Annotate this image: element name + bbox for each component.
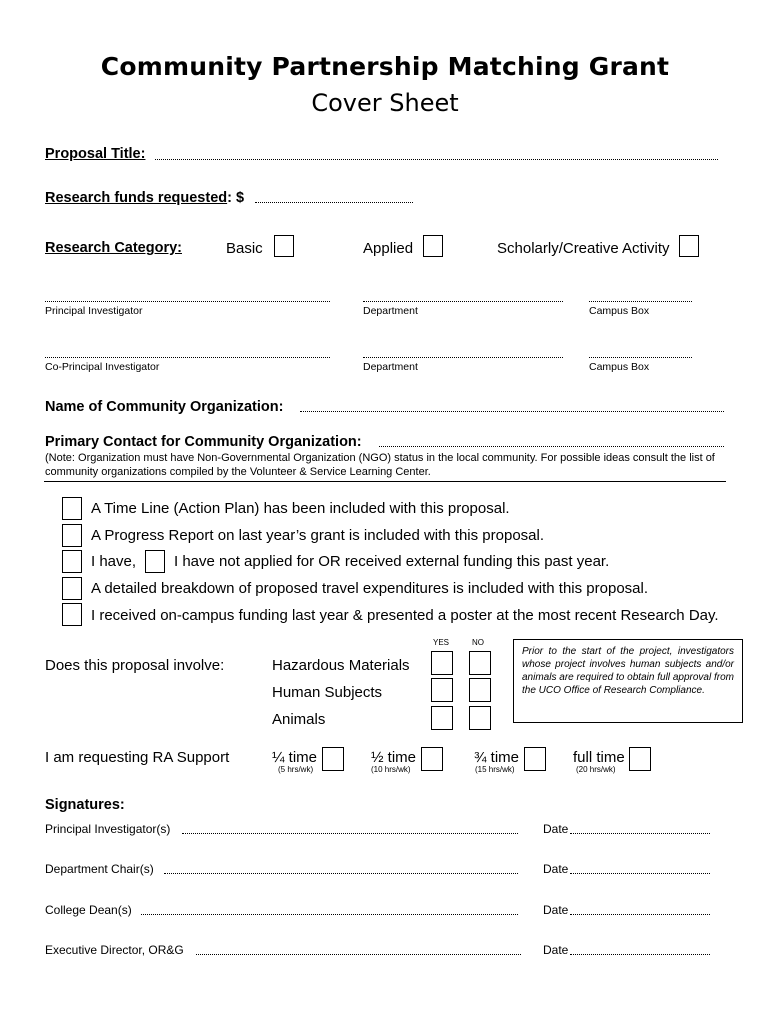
timeline-checkbox[interactable] [62, 497, 82, 520]
human-subjects-label: Human Subjects [272, 684, 383, 701]
copi-department-label: Department [363, 361, 418, 373]
animals-no-checkbox[interactable] [469, 706, 491, 730]
ra-full-hours: (20 hrs/wk) [576, 765, 616, 774]
ra-three-quarter-hours: (15 hrs/wk) [475, 765, 515, 774]
animals-label: Animals [272, 711, 326, 728]
progress-report-checkbox[interactable] [62, 524, 82, 547]
signatures-heading: Signatures: [45, 797, 125, 813]
have-not-funding-checkbox[interactable] [145, 550, 165, 573]
ra-quarter-hours: (5 hrs/wk) [278, 765, 314, 774]
research-funds-field[interactable] [255, 202, 413, 203]
pi-campus-box-label: Campus Box [589, 305, 650, 317]
research-funds-row [45, 189, 244, 207]
copi-campus-box-label: Campus Box [589, 361, 650, 373]
community-name-label: Name of Community Organization: [45, 399, 284, 415]
ra-support-label: I am requesting RA Support [45, 749, 230, 766]
proposal-title-label: Proposal Title: [45, 146, 146, 162]
copi-campus-box-field[interactable] [589, 357, 692, 358]
no-header: NO [472, 638, 484, 647]
sig-pi-field[interactable] [182, 833, 518, 834]
hazardous-label: Hazardous Materials [272, 657, 410, 674]
community-contact-label: Primary Contact for Community Organization: [45, 434, 362, 450]
sig-dean-label: College Dean(s) [45, 903, 132, 917]
ra-full-label: full time [573, 749, 625, 766]
have-not-funding-text: I have not applied for OR received external funding this past year. [174, 553, 610, 570]
research-category-label: Research Category: [45, 240, 182, 256]
sig-director-label: Executive Director, OR&G [45, 943, 184, 957]
ra-quarter-checkbox[interactable] [322, 747, 344, 771]
human-subjects-yes-checkbox[interactable] [431, 678, 453, 702]
have-funding-text: I have, [91, 553, 137, 570]
ra-half-checkbox[interactable] [421, 747, 443, 771]
ra-half-hours: (10 hrs/wk) [371, 765, 411, 774]
copi-label: Co-Principal Investigator [45, 361, 160, 373]
travel-breakdown-text: A detailed breakdown of proposed travel expenditures is included with this proposal. [91, 580, 649, 597]
sig-director-date-label: Date [543, 943, 569, 957]
sig-dean-date-label: Date [543, 903, 569, 917]
animals-yes-checkbox[interactable] [431, 706, 453, 730]
research-day-checkbox[interactable] [62, 603, 82, 626]
pi-department-label: Department [363, 305, 418, 317]
yes-header: YES [433, 638, 450, 647]
sig-chair-date-label: Date [543, 862, 569, 876]
pi-campus-box-field[interactable] [589, 301, 692, 302]
ra-full-checkbox[interactable] [629, 747, 651, 771]
sig-director-date-field[interactable] [570, 954, 710, 955]
category-basic-checkbox[interactable] [274, 235, 294, 257]
ra-half-label: ½ time [371, 749, 417, 766]
travel-breakdown-checkbox[interactable] [62, 577, 82, 600]
community-contact-field[interactable] [379, 446, 724, 447]
sig-chair-label: Department Chair(s) [45, 862, 154, 876]
ra-quarter-label: ¼ time [272, 749, 318, 766]
category-scholarly-checkbox[interactable] [679, 235, 699, 257]
have-funding-checkbox[interactable] [62, 550, 82, 573]
research-funds-label: Research funds requested [45, 190, 228, 206]
sig-chair-date-field[interactable] [570, 873, 710, 874]
category-applied-label: Applied [363, 240, 414, 257]
category-scholarly-label: Scholarly/Creative Activity [497, 240, 670, 257]
research-funds-dollar: : $ [227, 190, 245, 206]
copi-department-field[interactable] [363, 357, 563, 358]
ra-three-quarter-label: ¾ time [474, 749, 520, 766]
form-title: Community Partnership Matching Grant [100, 52, 670, 81]
pi-label: Principal Investigator [45, 305, 143, 317]
copi-name-field[interactable] [45, 357, 330, 358]
pi-department-field[interactable] [363, 301, 563, 302]
sig-dean-date-field[interactable] [570, 914, 710, 915]
hazardous-yes-checkbox[interactable] [431, 651, 453, 675]
form-subtitle: Cover Sheet [311, 89, 459, 117]
sig-chair-field[interactable] [164, 873, 518, 874]
ngo-note: (Note: Organization must have Non-Governmental Organization (NGO) status in the local community. For possible ideas consult the list of community organizations compiled by the Volunteer & Service Learning Center. [45, 452, 715, 478]
category-applied-checkbox[interactable] [423, 235, 443, 257]
section-divider [44, 481, 726, 482]
ra-three-quarter-checkbox[interactable] [524, 747, 546, 771]
progress-report-text: A Progress Report on last year’s grant is included with this proposal. [91, 527, 545, 544]
hazardous-no-checkbox[interactable] [469, 651, 491, 675]
sig-dean-field[interactable] [141, 914, 518, 915]
research-day-text: I received on-campus funding last year & presented a poster at the most recent Research Day. [91, 607, 719, 624]
community-name-field[interactable] [300, 411, 724, 412]
sig-director-field[interactable] [196, 954, 521, 955]
compliance-callout: Prior to the start of the project, investigators whose project involves human subjects and/or animals are required to obtain full approval from the UCO Office of Research Compliance. [513, 639, 743, 723]
sig-pi-label: Principal Investigator(s) [45, 822, 171, 836]
human-subjects-no-checkbox[interactable] [469, 678, 491, 702]
timeline-text: A Time Line (Action Plan) has been included with this proposal. [91, 500, 510, 517]
sig-pi-date-field[interactable] [570, 833, 710, 834]
pi-name-field[interactable] [45, 301, 330, 302]
category-basic-label: Basic [226, 240, 263, 257]
involve-question: Does this proposal involve: [45, 657, 225, 674]
sig-pi-date-label: Date [543, 822, 569, 836]
proposal-title-field[interactable] [155, 159, 718, 160]
